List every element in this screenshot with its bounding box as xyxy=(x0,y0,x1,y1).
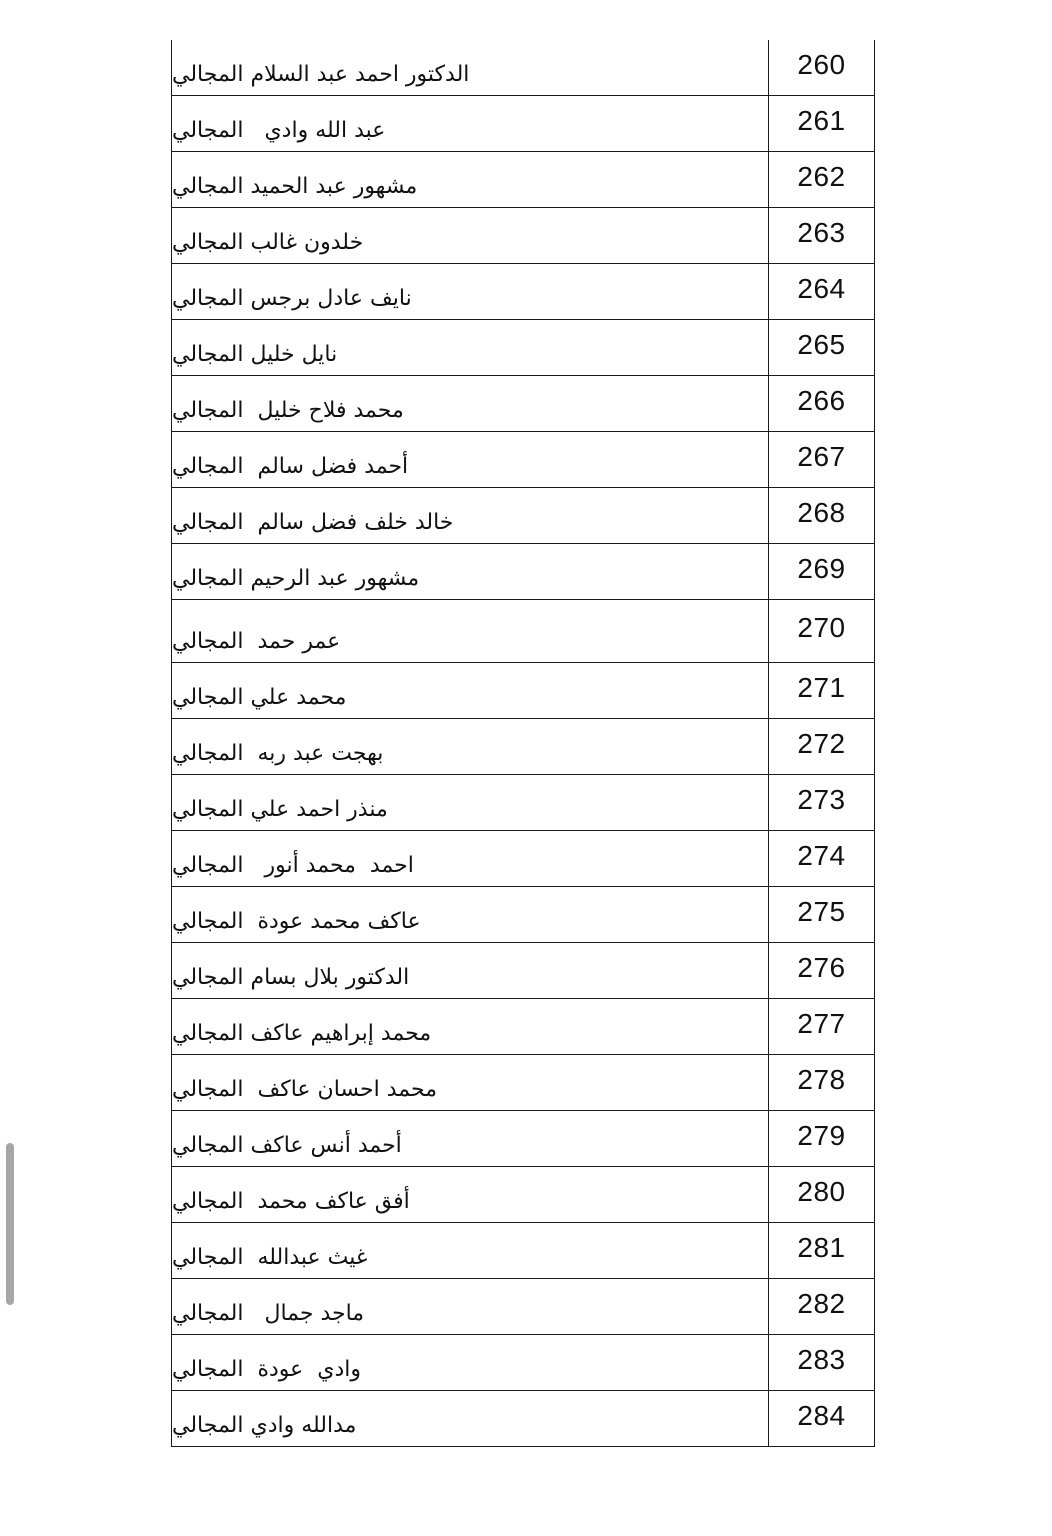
number-cell: 280 xyxy=(768,1167,874,1222)
table-row xyxy=(172,264,874,320)
table-row xyxy=(172,1055,874,1111)
table-row xyxy=(172,1111,874,1167)
number-cell: 278 xyxy=(768,1055,874,1110)
name-cell xyxy=(172,887,768,942)
name-cell xyxy=(172,1167,768,1222)
table-row xyxy=(172,719,874,775)
name-text: عاكف محمد عودة المجالي xyxy=(172,909,421,934)
name-text: أحمد أنس عاكف المجالي xyxy=(172,1133,402,1158)
name-cell xyxy=(172,831,768,886)
table-row xyxy=(172,663,874,719)
number-cell: 273 xyxy=(768,775,874,830)
name-text: محمد علي المجالي xyxy=(172,685,347,710)
name-cell xyxy=(172,943,768,998)
name-text: احمد محمد أنور المجالي xyxy=(172,853,414,878)
vertical-scrollbar[interactable] xyxy=(6,1143,14,1305)
number-cell: 279 xyxy=(768,1111,874,1166)
table-row xyxy=(172,600,874,663)
table-row xyxy=(172,943,874,999)
number-cell: 270 xyxy=(768,600,874,662)
number-cell: 272 xyxy=(768,719,874,774)
name-text: محمد فلاح خليل المجالي xyxy=(172,398,404,423)
name-text: أفق عاكف محمد المجالي xyxy=(172,1189,410,1214)
name-cell xyxy=(172,152,768,207)
name-text: مدالله وادي المجالي xyxy=(172,1413,357,1438)
name-text: منذر احمد علي المجالي xyxy=(172,797,388,822)
name-cell xyxy=(172,1223,768,1278)
number-cell: 283 xyxy=(768,1335,874,1390)
name-cell xyxy=(172,663,768,718)
name-text: مشهور عبد الرحيم المجالي xyxy=(172,566,420,591)
name-cell xyxy=(172,376,768,431)
name-cell xyxy=(172,1055,768,1110)
name-text: خلدون غالب المجالي xyxy=(172,230,364,255)
name-text: الدكتور بلال بسام المجالي xyxy=(172,965,410,990)
name-text: عبد الله وادي المجالي xyxy=(172,118,386,143)
number-cell: 271 xyxy=(768,663,874,718)
name-cell xyxy=(172,544,768,599)
name-text: محمد إبراهيم عاكف المجالي xyxy=(172,1021,432,1046)
name-cell xyxy=(172,1335,768,1390)
name-text: نايف عادل برجس المجالي xyxy=(172,286,412,311)
number-cell: 281 xyxy=(768,1223,874,1278)
table-row xyxy=(172,208,874,264)
name-text: وادي عودة المجالي xyxy=(172,1357,362,1382)
name-text: بهجت عبد ربه المجالي xyxy=(172,741,384,766)
name-cell xyxy=(172,488,768,543)
number-cell: 265 xyxy=(768,320,874,375)
number-cell: 262 xyxy=(768,152,874,207)
number-cell: 260 xyxy=(768,40,874,95)
number-cell: 284 xyxy=(768,1391,874,1446)
table-row xyxy=(172,488,874,544)
number-cell: 276 xyxy=(768,943,874,998)
name-text: غيث عبدالله المجالي xyxy=(172,1245,368,1270)
table-row xyxy=(172,376,874,432)
name-cell xyxy=(172,320,768,375)
name-cell xyxy=(172,432,768,487)
table-row xyxy=(172,320,874,376)
table-row xyxy=(172,1335,874,1391)
table-row xyxy=(172,831,874,887)
number-cell: 264 xyxy=(768,264,874,319)
name-text: ماجد جمال المجالي xyxy=(172,1301,365,1326)
table-row xyxy=(172,775,874,831)
name-text: عمر حمد المجالي xyxy=(172,629,341,654)
name-text: محمد احسان عاكف المجالي xyxy=(172,1077,437,1102)
number-cell: 274 xyxy=(768,831,874,886)
name-cell xyxy=(172,1279,768,1334)
name-text: نايل خليل المجالي xyxy=(172,342,338,367)
number-cell: 266 xyxy=(768,376,874,431)
table-row xyxy=(172,1391,874,1447)
table-row xyxy=(172,96,874,152)
table-row xyxy=(172,432,874,488)
number-cell: 261 xyxy=(768,96,874,151)
number-cell: 275 xyxy=(768,887,874,942)
table-row xyxy=(172,1223,874,1279)
name-cell xyxy=(172,719,768,774)
table-row xyxy=(172,999,874,1055)
name-cell xyxy=(172,96,768,151)
table-row xyxy=(172,1279,874,1335)
name-text: خالد خلف فضل سالم المجالي xyxy=(172,510,454,535)
number-cell: 267 xyxy=(768,432,874,487)
table-row xyxy=(172,544,874,600)
table-row xyxy=(172,40,874,96)
table-row xyxy=(172,1167,874,1223)
table-row xyxy=(172,887,874,943)
name-cell xyxy=(172,999,768,1054)
name-cell xyxy=(172,1391,768,1446)
name-cell xyxy=(172,264,768,319)
number-cell: 263 xyxy=(768,208,874,263)
name-cell xyxy=(172,775,768,830)
name-text: الدكتور احمد عبد السلام المجالي xyxy=(172,62,470,87)
number-cell: 268 xyxy=(768,488,874,543)
name-cell xyxy=(172,600,768,662)
name-text: أحمد فضل سالم المجالي xyxy=(172,454,409,479)
number-cell: 277 xyxy=(768,999,874,1054)
name-cell xyxy=(172,40,768,95)
number-cell: 282 xyxy=(768,1279,874,1334)
name-cell xyxy=(172,208,768,263)
table-row xyxy=(172,152,874,208)
name-text: مشهور عبد الحميد المجالي xyxy=(172,174,418,199)
names-table xyxy=(171,40,875,1447)
name-cell xyxy=(172,1111,768,1166)
number-cell: 269 xyxy=(768,544,874,599)
